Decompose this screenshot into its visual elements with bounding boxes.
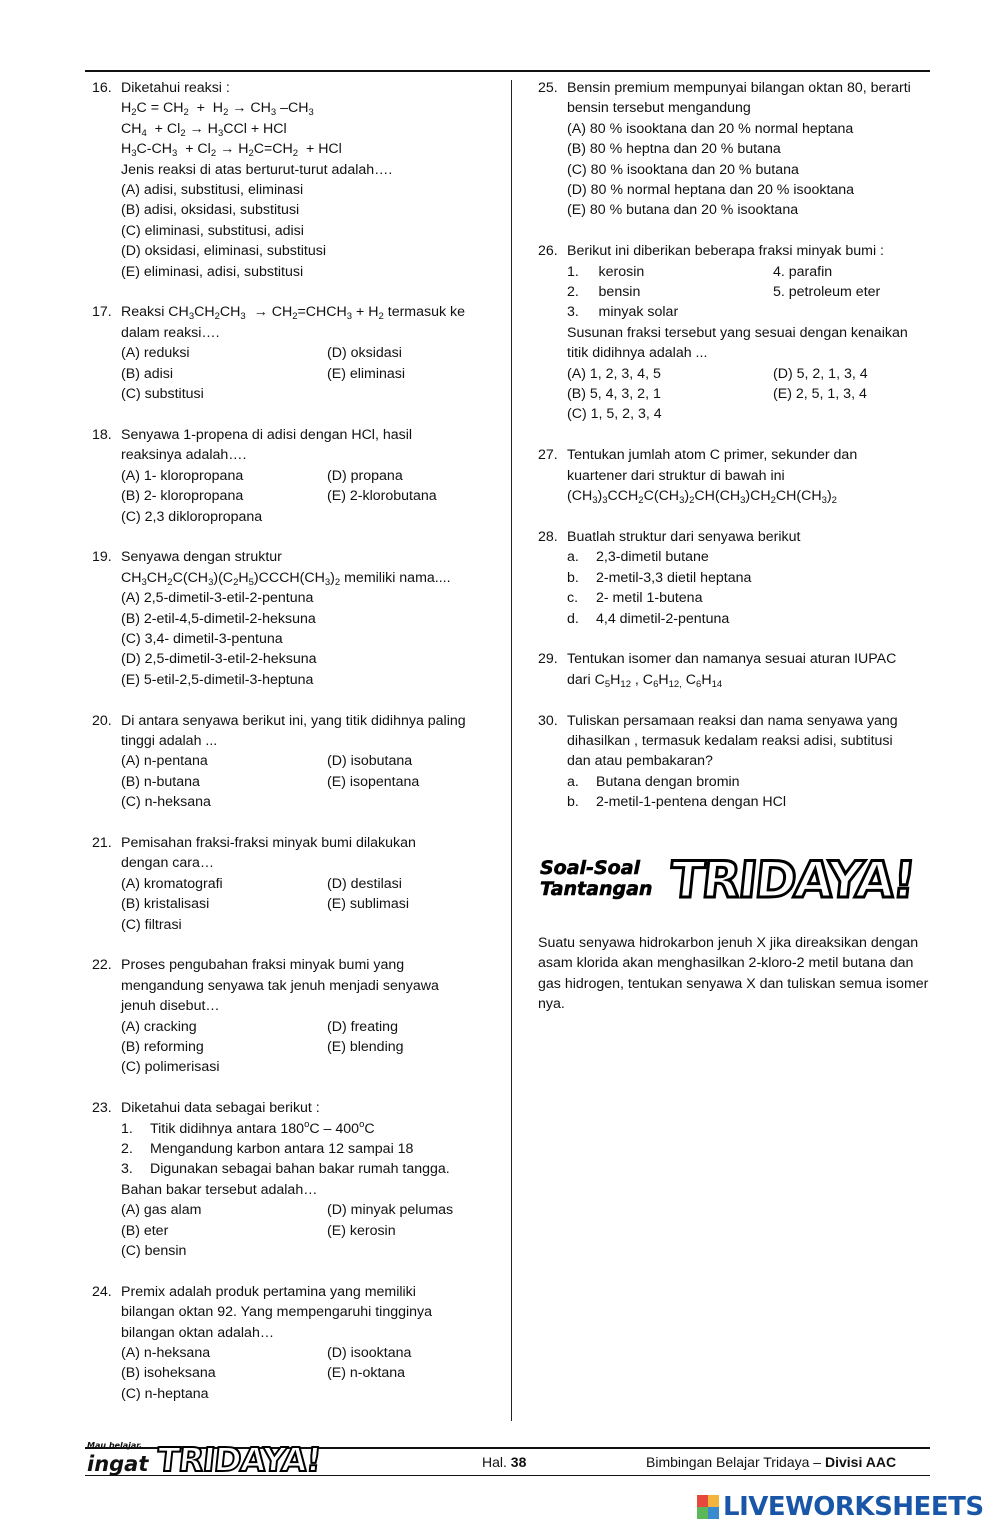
sub-item-b: b. 2-metil-3,3 dietil heptana	[567, 569, 752, 586]
question-20	[92, 711, 502, 813]
question-text: Diketahui reaksi :	[121, 80, 230, 96]
question-number: 25.	[538, 80, 558, 96]
option-d[interactable]: (D) propana	[327, 467, 403, 484]
option-e[interactable]: (E) n-oktana	[327, 1365, 406, 1382]
question-number: 27.	[538, 447, 558, 464]
question-16	[92, 78, 502, 282]
left-column	[92, 78, 502, 1425]
option-c[interactable]: (C) 1, 5, 2, 3, 4	[567, 406, 662, 423]
question-text: bilangan oktan adalah…	[121, 1324, 275, 1341]
question-text: Di antara senyawa berikut ini, yang titik didihnya paling	[121, 712, 466, 729]
formula-list: dari $C_5H_{12}$ , $C_6H_{12,}$ $C_6H_{14}$	[567, 671, 723, 690]
footer-logo-brand: TRIDAYA!	[155, 1440, 323, 1479]
question-number: 17.	[92, 304, 112, 321]
footer-logo-ingat: ingat	[87, 1452, 149, 1476]
option-b[interactable]: (B) 2-etil-4,5-dimetil-2-heksuna	[121, 610, 316, 627]
sub-item-b: b. 2-metil-1-pentena dengan HCl	[567, 794, 787, 811]
question-number: 23.	[92, 1100, 112, 1117]
sub-item-a: a. Butana dengan bromin	[567, 773, 740, 790]
question-text: dalam reaksi….	[121, 324, 220, 341]
option-c[interactable]: (C) n-heptana	[121, 1385, 209, 1402]
question-number: 20.	[92, 712, 112, 729]
option-e[interactable]: (E) kerosin	[327, 1222, 396, 1239]
option-d[interactable]: (D) destilasi	[327, 875, 402, 892]
question-number: 22.	[92, 957, 112, 974]
right-column	[538, 78, 933, 833]
logo-subtitle: Soal-Soal Tantangan	[540, 857, 653, 900]
structure-formula: $(CH_3)_3CCH_2C(CH_3)_2CH(CH_3)CH_2CH(CH_3)_2$	[567, 488, 837, 507]
option-e[interactable]: (E) 2, 5, 1, 3, 4	[773, 386, 867, 403]
fraction-item-5: 5. petroleum eter	[773, 284, 881, 301]
question-text: Bensin premium mempunyai bilangan oktan 80, berarti	[567, 80, 911, 96]
option-b[interactable]: (B) adisi, oksidasi, substitusi	[121, 202, 300, 219]
option-e[interactable]: (E) 80 % butana dan 20 % isooktana	[567, 202, 799, 219]
question-text: kuartener dari struktur di bawah ini	[567, 467, 785, 484]
question-23	[92, 1098, 502, 1261]
sub-item-c: c. 2- metil 1-butena	[567, 590, 703, 607]
option-a[interactable]: (A) gas alam	[121, 1202, 202, 1219]
option-a[interactable]: (A) n-pentana	[121, 753, 208, 770]
question-number: 28.	[538, 528, 558, 545]
question-text: Jenis reaksi di atas berturut-turut adalah….	[121, 161, 393, 178]
data-item-1: 1. Titik didihnya antara 180$^o$C – 400$^o$C	[121, 1118, 375, 1137]
question-29	[538, 649, 933, 690]
question-number: 26.	[538, 243, 558, 260]
option-b[interactable]: (B) kristalisasi	[121, 896, 210, 913]
question-text: mengandung senyawa tak jenuh menjadi senyawa	[121, 977, 439, 994]
question-text: Reaksi $CH_3CH_2CH_3$ → $CH_2=CHCH_3 + H_2$ termasuk ke	[121, 304, 466, 323]
option-d[interactable]: (D) minyak pelumas	[327, 1202, 454, 1219]
question-27	[538, 445, 933, 506]
option-a[interactable]: (A) reduksi	[121, 345, 190, 362]
publisher-label: Bimbingan Belajar Tridaya – Divisi AAC	[646, 1454, 897, 1470]
question-text: Susunan fraksi tersebut yang sesuai dengan kenaikan	[567, 324, 908, 341]
option-d[interactable]: (D) isobutana	[327, 753, 413, 770]
question-24	[92, 1282, 502, 1404]
question-number: 24.	[92, 1283, 112, 1300]
question-text: Senyawa 1-propena di adisi dengan HCl, hasil	[121, 426, 413, 443]
option-c[interactable]: (C) 80 % isooktana dan 20 % butana	[567, 161, 799, 178]
option-c[interactable]: (C) n-heksana	[121, 794, 211, 811]
question-18	[92, 425, 502, 527]
option-d[interactable]: (D) oksidasi	[327, 345, 402, 362]
option-a[interactable]: (A) 2,5-dimetil-3-etil-2-pentuna	[121, 590, 314, 607]
option-e[interactable]: (E) 5-etil-2,5-dimetil-3-heptuna	[121, 671, 314, 688]
fraction-item-2: 2. bensin	[567, 284, 641, 301]
question-text: Senyawa dengan struktur	[121, 549, 282, 566]
option-d[interactable]: (D) 80 % normal heptana dan 20 % isooktana	[567, 182, 855, 199]
option-e[interactable]: (E) blending	[327, 1039, 404, 1055]
question-26	[538, 241, 933, 425]
option-a[interactable]: (A) 80 % isooktana dan 20 % normal heptana	[567, 120, 854, 137]
structure-formula: $CH_3CH_2C(CH_3)(C_2H_5)CCCH(CH_3)_2$ memiliki nama....	[121, 569, 451, 588]
option-c[interactable]: (C) bensin	[121, 1243, 187, 1260]
question-text: Tentukan jumlah atom C primer, sekunder dan	[567, 447, 858, 464]
option-b[interactable]: (B) reforming	[121, 1039, 204, 1055]
reaction-2: $CH_4 + Cl_2 \to H_3CCl$ + HCl	[121, 120, 287, 139]
option-d[interactable]: (D) oksidasi, eliminasi, substitusi	[121, 243, 326, 260]
question-text: Pemisahan fraksi-fraksi minyak bumi dilakukan	[121, 834, 416, 851]
footer-logo	[87, 1438, 337, 1482]
option-b[interactable]: (B) eter	[121, 1222, 169, 1239]
option-e[interactable]: (E) isopentana	[327, 773, 420, 790]
question-22	[92, 955, 502, 1077]
question-text: Buatlah struktur dari senyawa berikut	[567, 528, 801, 545]
question-text: reaksinya adalah….	[121, 447, 247, 464]
liveworksheets-watermark	[697, 1492, 984, 1522]
tridaya-logo: TRIDAYA!	[666, 851, 917, 909]
question-number: 21.	[92, 834, 112, 851]
question-text: dan atau pembakaran?	[567, 753, 713, 770]
option-a[interactable]: (A) cracking	[121, 1018, 197, 1035]
question-text: Berikut ini diberikan beberapa fraksi minyak bumi :	[567, 243, 885, 260]
challenge-text: Suatu senyawa hidrokarbon jenuh X jika direaksikan dengan asam klorida akan menghasilkan 2-kloro-2 metil butana dan gas hidrogen, tentukan senyawa X dan tuliskan semua isomer nya.	[538, 935, 929, 1013]
question-text: Tuliskan persamaan reaksi dan nama senyawa yang	[567, 712, 898, 729]
question-text: dihasilkan , termasuk kedalam reaksi adisi, subtitusi	[567, 732, 893, 749]
question-text: Tentukan isomer dan namanya sesuai aturan IUPAC	[567, 651, 897, 668]
option-c[interactable]: (C) substitusi	[121, 386, 204, 403]
option-c[interactable]: (C) eliminasi, substitusi, adisi	[121, 222, 304, 239]
question-number: 19.	[92, 549, 112, 566]
question-text: Bahan bakar tersebut adalah…	[121, 1181, 318, 1198]
reaction-1: $H_2C = CH_2 + H_2 \to CH_3$ $-CH_3$	[121, 100, 314, 119]
data-item-2: 2. Mengandung karbon antara 12 sampai 18	[121, 1141, 414, 1158]
question-text: dengan cara…	[121, 855, 215, 872]
option-e[interactable]: (E) 2-klorobutana	[327, 488, 437, 505]
top-rule	[85, 70, 930, 72]
question-text: tinggi adalah ...	[121, 732, 218, 749]
option-c[interactable]: (C) 2,3 dikloropropana	[121, 508, 263, 525]
option-c[interactable]: (C) filtrasi	[121, 916, 182, 933]
question-text: bilangan oktan 92. Yang mempengaruhi tingginya	[121, 1304, 433, 1321]
sub-item-a: a. 2,3-dimetil butane	[567, 549, 709, 566]
question-number: 29.	[538, 651, 558, 668]
option-a[interactable]: (A) 1- kloropropana	[121, 467, 244, 484]
option-b[interactable]: (B) isoheksana	[121, 1365, 216, 1382]
option-e[interactable]: (E) sublimasi	[327, 896, 409, 913]
soal-tantangan-logo	[540, 852, 925, 914]
option-b[interactable]: (B) adisi	[121, 365, 174, 382]
option-b[interactable]: (B) 2- kloropropana	[121, 488, 244, 505]
question-21	[92, 833, 502, 935]
option-a[interactable]: (A) 1, 2, 3, 4, 5	[567, 365, 661, 382]
option-d[interactable]: (D) 5, 2, 1, 3, 4	[773, 365, 868, 382]
question-text: Proses pengubahan fraksi minyak bumi yang	[121, 957, 405, 974]
option-c[interactable]: (C) polimerisasi	[121, 1059, 220, 1076]
option-b[interactable]: (B) 5, 4, 3, 2, 1	[567, 386, 661, 403]
question-text: bensin tersebut mengandung	[567, 100, 751, 117]
question-text: Diketahui data sebagai berikut :	[121, 1100, 320, 1117]
question-text: Premix adalah produk pertamina yang memiliki	[121, 1283, 416, 1300]
option-a[interactable]: (A) adisi, substitusi, eliminasi	[121, 182, 304, 199]
question-text: jenuh disebut…	[121, 998, 220, 1015]
liveworksheets-logo-icon	[697, 1495, 719, 1519]
option-e[interactable]: (E) eliminasi, adisi, substitusi	[121, 263, 304, 280]
question-30	[538, 711, 933, 813]
question-28	[538, 527, 933, 629]
option-a[interactable]: (A) kromatografi	[121, 875, 223, 892]
fraction-item-4: 4. parafin	[773, 263, 833, 280]
question-17	[92, 302, 502, 404]
question-number: 18.	[92, 426, 112, 443]
sub-item-d: d. 4,4 dimetil-2-pentuna	[567, 610, 730, 627]
question-25	[538, 78, 933, 221]
question-number: 30.	[538, 712, 558, 729]
option-e[interactable]: (E) eliminasi	[327, 365, 406, 382]
option-a[interactable]: (A) n-heksana	[121, 1345, 211, 1362]
option-b[interactable]: (B) n-butana	[121, 773, 200, 790]
data-item-3: 3. Digunakan sebagai bahan bakar rumah tangga.	[121, 1161, 450, 1178]
question-text: titik didihnya adalah ...	[567, 345, 708, 362]
question-number: 16.	[92, 80, 112, 96]
question-19	[92, 547, 502, 690]
fraction-item-1: 1. kerosin	[567, 263, 645, 280]
option-c[interactable]: (C) 3,4- dimetil-3-pentuna	[121, 630, 283, 647]
option-d[interactable]: (D) 2,5-dimetil-3-etil-2-heksuna	[121, 651, 317, 668]
column-divider	[511, 80, 512, 1421]
reaction-3: $H_3C-CH_3 + Cl_2 \to H_2C=CH_2$ + HCl	[121, 141, 342, 160]
option-b[interactable]: (B) 80 % heptna dan 20 % butana	[567, 141, 781, 158]
page-number: Hal. 38	[482, 1454, 527, 1470]
fraction-item-3: 3. minyak solar	[567, 304, 679, 321]
liveworksheets-text: LIVEWORKSHEETS	[723, 1492, 984, 1522]
option-d[interactable]: (D) freating	[327, 1018, 398, 1035]
footer-logo-tagline: Mau belajar,	[87, 1441, 143, 1450]
option-d[interactable]: (D) isooktana	[327, 1345, 412, 1362]
